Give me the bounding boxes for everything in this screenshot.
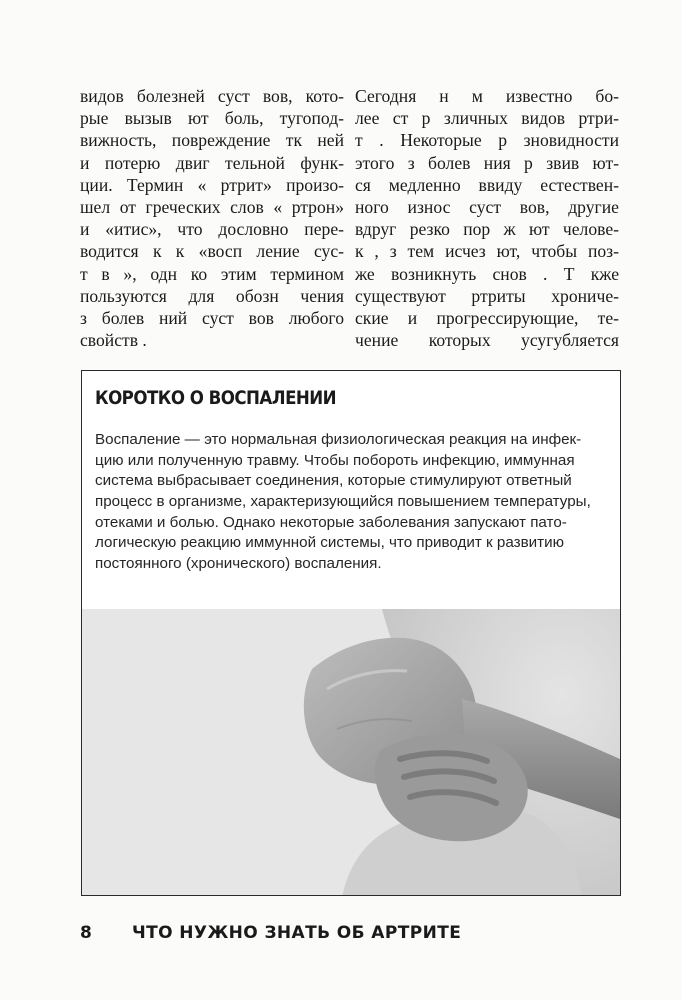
text-line: водится к к «восп ление сус- <box>80 241 344 262</box>
text-line: шел от греческих слов « ртрон» <box>80 196 344 217</box>
text-line: вижность, повреждение тк ней <box>80 130 344 151</box>
text-line: этого з болев ния р звив ют- <box>355 152 619 173</box>
text-line: же возникнуть снов . Т кже <box>355 263 619 284</box>
sidebar-title: КОРОТКО О ВОСПАЛЕНИИ <box>95 388 337 409</box>
text-line: ции. Термин « ртрит» произо- <box>80 174 344 195</box>
text-line: ские и прогрессирующие, те- <box>355 307 619 328</box>
sidebar-line: отеками и болью. Однако некоторые заболевания запускают пато- <box>95 513 567 531</box>
text-line: Сегодня н м известно бо- <box>355 86 619 106</box>
sidebar-line: логическую реакцию иммунной системы, что приводит к развитию <box>95 534 564 552</box>
running-title: ЧТО НУЖНО ЗНАТЬ ОБ АРТРИТЕ <box>132 923 462 943</box>
sidebar-body <box>95 430 607 575</box>
sidebar-line: Воспаление — это нормальная физиологическая реакция на инфек- <box>95 431 582 448</box>
left-text-column <box>80 85 344 351</box>
sidebar-line: постоянного (хронического) воспаления. <box>95 555 382 573</box>
text-line: з болев ний суст вов любого <box>80 307 344 328</box>
text-line: чение которых усугубляется <box>355 330 619 351</box>
text-line: видов болезней суст вов, кото- <box>80 86 344 106</box>
text-line: т в », одн ко этим термином <box>80 263 344 284</box>
text-line: существуют ртриты хрониче- <box>355 285 619 306</box>
text-line: т . Некоторые р зновидности <box>355 130 619 151</box>
wrist-pain-photo <box>82 609 620 896</box>
text-line: и потерю двиг тельной функ- <box>80 152 344 173</box>
text-line: рые вызыв ют боль, тугопод- <box>80 108 344 129</box>
text-line: свойств . <box>80 330 147 351</box>
right-text-column <box>355 85 619 351</box>
sidebar-line: процесс в организме, характеризующийся повышением температуры, <box>95 493 591 511</box>
sidebar-line: система выбрасывает соединения, которые стимулируют ответный <box>95 472 572 490</box>
text-line: лее ст р зличных видов ртри- <box>355 108 619 129</box>
text-line: и «итис», что дословно пере- <box>80 219 344 240</box>
text-line: ного износ суст вов, другие <box>355 196 619 217</box>
text-line: вдруг резко пор ж ют челове- <box>355 219 619 240</box>
wrist-pain-illustration <box>82 609 620 896</box>
info-sidebar-box <box>81 370 621 896</box>
page-number: 8 <box>80 923 93 943</box>
text-line: к , з тем исчез ют, чтобы поз- <box>355 241 619 262</box>
text-line: пользуются для обозн чения <box>80 285 344 306</box>
text-line: ся медленно ввиду естествен- <box>355 174 619 195</box>
sidebar-line: цию или полученную травму. Чтобы побороть инфекцию, иммунная <box>95 451 575 469</box>
